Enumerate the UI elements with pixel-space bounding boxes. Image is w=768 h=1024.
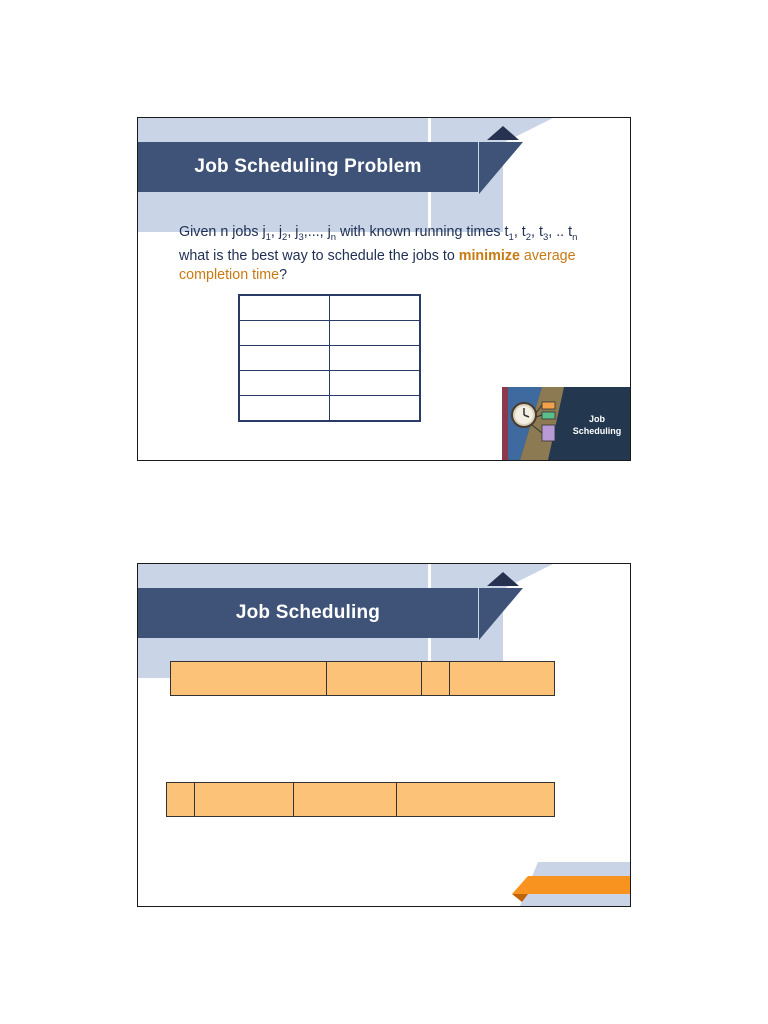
timeline-segment xyxy=(167,783,195,816)
jobs-table xyxy=(238,294,421,422)
table-cell xyxy=(330,321,421,346)
table-cell xyxy=(239,371,330,396)
highlight-minimize: minimize xyxy=(458,248,520,265)
table-cell xyxy=(330,295,421,321)
table-row xyxy=(239,321,420,346)
title-chevron-shape xyxy=(479,572,523,640)
slide-title: Job Scheduling Problem xyxy=(138,142,478,192)
table-cell xyxy=(239,346,330,371)
timeline-segment xyxy=(327,662,422,695)
table-cell xyxy=(239,321,330,346)
corner-decoration-shape xyxy=(498,858,630,906)
timeline-segment xyxy=(422,662,450,695)
accent-average-completion: average completion time xyxy=(179,248,576,283)
schedule-timeline-2 xyxy=(166,782,555,817)
table-row xyxy=(239,371,420,396)
logo-caption: Job Scheduling xyxy=(572,414,622,436)
table-row xyxy=(239,346,420,371)
slide-job-scheduling-problem xyxy=(137,117,631,461)
table-cell xyxy=(330,396,421,422)
slide-title: Job Scheduling xyxy=(138,588,478,638)
slide-job-scheduling xyxy=(137,563,631,907)
table-cell xyxy=(330,371,421,396)
question-text: Given n jobs $j_1$, $j_2$, $j_3$,..., $j_n$ with known running times $t_1$, $t_2$, $t_3$, .. $t_n$ what is the best way to schedule the jobs to minimize average completion time? xyxy=(179,224,578,283)
timeline-segment xyxy=(294,783,397,816)
table-cell xyxy=(330,346,421,371)
table-cell xyxy=(239,295,330,321)
title-chevron-shape xyxy=(479,126,523,194)
timeline-segment xyxy=(195,783,294,816)
timeline-segment xyxy=(450,662,554,695)
timeline-segment xyxy=(397,783,554,816)
table-cell xyxy=(239,396,330,422)
table-row xyxy=(239,396,420,422)
table-row xyxy=(239,295,420,321)
job-scheduling-logo xyxy=(502,387,630,460)
schedule-timeline-1 xyxy=(170,661,555,696)
timeline-segment xyxy=(171,662,327,695)
